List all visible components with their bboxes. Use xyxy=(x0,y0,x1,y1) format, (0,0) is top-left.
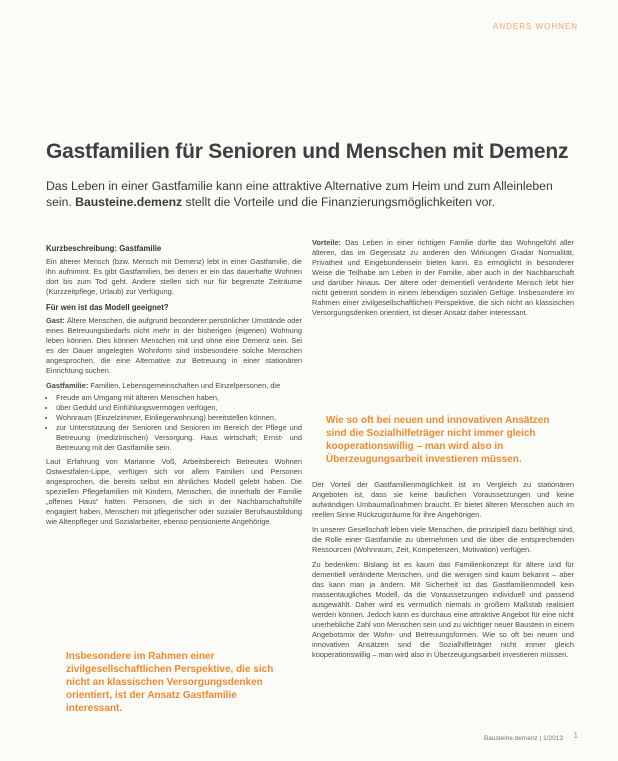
list-item: • über Geduld und Einfühlungsvermögen verfügen, xyxy=(56,403,302,413)
list-item: • Wohnraum (Einzelzimmer, Einliegerwohnung) bereitstellen können, xyxy=(56,413,302,423)
list-item: • Freude am Umgang mit älteren Menschen haben, xyxy=(56,393,302,403)
label-advantages: Vorteile: xyxy=(312,238,342,247)
paragraph-experience: Laut Erfahrung von Marianne Voß, Arbeitsbereich Betreutes Wohnen Ostwestfalen-Lippe, verfügen sich vor allem Familien und Personen angesprochen, die bereits selbst ein ähnliches Modell gelebt haben. Die speziellen Pflegefamilien mit Kindern, Menschen, die innerhalb der Familie „offenes Haus“ hatten. Personen, die sich in der Nachbarschaftshilfe engagiert haben, Menschen mit pflegerischer oder sozialer Berufsausbildung wie Altenpfleger und Sozialarbeiter, ebenso pensionierte Angehörige. xyxy=(46,457,302,526)
heading-target-group: Für wen ist das Modell geeignet? xyxy=(46,303,169,312)
left-column xyxy=(46,238,302,532)
article-title: Gastfamilien für Senioren und Menschen mit Demenz xyxy=(46,140,569,163)
paragraph: Der Vorteil der Gastfamilienmöglichkeit ist im Vergleich zu stationären Angeboten ist, dass sie keine baulichen Voraussetzungen und keine aufwändigen Umbaumaßnahmen braucht. Er bietet älteren Menschen auch im reellen Sinne Rückzugsräume für ihre Angehörigen. xyxy=(312,480,574,519)
label-guest: Gast: xyxy=(46,316,65,325)
lead-text-after: stellt die Vorteile und die Finanzierungsmöglichkeiten vor. xyxy=(185,195,496,209)
lead-text-before: Das Leben in einer Gastfamilie kann eine attraktive Alternative zum Heim und zum Alleinleben sein. xyxy=(46,179,553,209)
paragraph: Ein älterer Mensch (bzw. Mensch mit Demenz) lebt in einer Gastfamilie, die ihn aufnimmt. Es gibt Gastfamilien, bei denen er ein das dauerhafte Wohnen dort bis zum Tod geht. Andere stellen sich nur für begrenzte Zeiträume (Kurzzeitpflege, Urlaub) zur Verfügung. xyxy=(46,257,302,296)
paragraph-host-family xyxy=(46,381,302,391)
right-column-continued xyxy=(312,480,574,665)
lead-paragraph xyxy=(46,178,566,210)
list-item: • zur Unterstützung der Senioren und Senioren im Bereich der Pflege und Betreuung (medizinischen) Versorgung. Haus wirtschaft; Ernst- und Betreuung mit der Gastfamilie sein. xyxy=(56,423,302,453)
pull-quote-right: Wie so oft bei neuen und innovativen Ansätzen sind die Sozialhilfeträger nicht immer gleich kooperationswillig – man wird also in Überzeugungsarbeit investieren müssen. xyxy=(326,415,550,465)
text-host-family: Familien, Lebensgemeinschaften und Einzelpersonen, die xyxy=(90,381,281,390)
criteria-list xyxy=(46,393,302,453)
paragraph-guest xyxy=(46,316,302,376)
paragraph-considerations: Zu bedenken: Bislang ist es kaum das Familienkonzept für ältere und für dementiell veränderte Menschen, und die wenigen sind kaum bekannt – aber das kann man ja ändern. Mit Sicherheit ist das Gastfamilienmodell kein massentaugliches Modell, da die Voraussetzungen individuell und passend ausgewählt. Daher wird es vermutlich niemals in großem Maßstab realisiert werden können. Jedoch kann es durchaus eine attraktive Angebot für eine nicht unerhebliche Zahl von Menschen sein und zu wichtiger neuer Baustein in einem Angebotsmix der Wohn- und Betreuungsformen. Wie so oft bei neuen und innovativen Ansätzen sind die Sozialhilfeträger nicht immer gleich kooperationswillig – man wird also in Überzeugungsarbeit investieren müssen. xyxy=(312,560,574,659)
lead-emphasis: Bausteine.demenz xyxy=(75,195,183,209)
page-number: 1 xyxy=(573,731,578,740)
label-host-family: Gastfamilie: xyxy=(46,381,89,390)
footer-publication: Bausteine.demenz | 1/2013 xyxy=(483,735,563,742)
paragraph-advantages xyxy=(312,238,574,318)
pull-quote-left: Insbesondere im Rahmen einer zivilgesellschaftlichen Perspektive, die sich nicht an klassischen Versorgungsdenken orientiert, ist der Ansatz Gastfamilie interessant. xyxy=(66,651,274,714)
text-advantages: Das Leben in einer richtigen Familie dürfte das Wohngefühl aller älteren, das im Gegensatz zu anderen den Wirkungen Gradar Normalität, Privatheit und Eingebundensein bieten kann. Es ermöglicht in besonderer Weise die Teilhabe am Leben in der Familie, aber auch in der Nachbarschaft und darüber hinaus. Der ältere oder dementiell veränderte Mensch lebt hier nicht getrennt sondern in einem lebendigen sozialen Gefüge. Insbesondere im Rahmen einer zivilgesellschaftlichen Perspektive, die sich nicht an klassischen Versorgungsdenken orientiert, ist dieser Ansatz daher interessant. xyxy=(312,238,574,317)
right-column xyxy=(312,238,574,323)
text-guest: Ältere Menschen, die aufgrund besonderer persönlicher Umstände oder eines Betreuungsbedarfs nicht mehr in der bisherigen (eigenen) Wohnung leben können. Dies können Menschen mit und ohne eine Demenz sein. Sei es der Dauer angelegten Wohnform sind insbesondere solche Menschen angesprochen, die eine Alternative zur Betreuung in einer stationären Einrichtung suchen. xyxy=(46,316,302,375)
section-tag: ANDERS WOHNEN xyxy=(492,22,578,31)
paragraph: In unserer Gesellschaft leben viele Menschen, die prinzipiell dazu befähigt sind, die Rolle einer Gastfamilie zu übernehmen und die über die entsprechenden Ressourcen (Wohnraum, Zeit, Kompetenzen, Motivation) verfügen. xyxy=(312,525,574,554)
heading-short-description: Kurzbeschreibung: Gastfamilie xyxy=(46,244,162,253)
